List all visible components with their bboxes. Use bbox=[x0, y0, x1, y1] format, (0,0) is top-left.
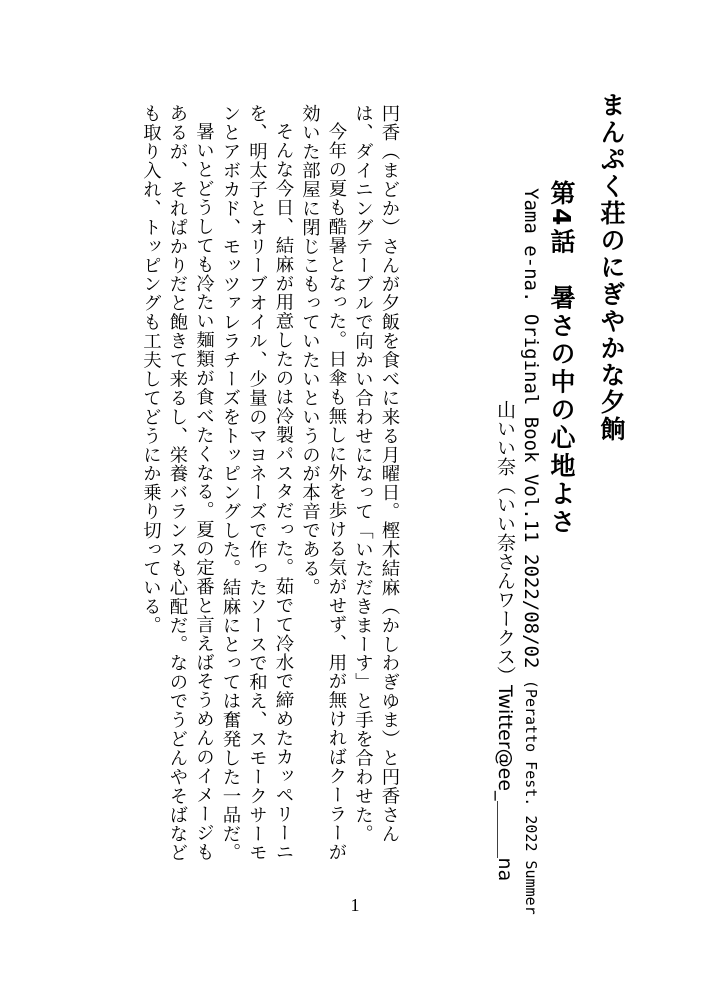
page-number: 1 bbox=[350, 895, 360, 915]
event-name: (Peratto Fest. 2022 Summer bbox=[522, 679, 540, 915]
series-title: まんぷく荘のにぎやかな夕餉 bbox=[597, 92, 626, 443]
author-credit: 山いい奈（いい奈さんワークス）Twitter@ee_＿＿＿na bbox=[494, 400, 516, 882]
paragraph: 円香（まどか）さんが夕飯を食べに来る月曜日。樫木結麻（かしわぎゆま）と円香さんは、ダイニングテーブルで向かい合わせになって「いただきまーす」と手を合わせた。 bbox=[352, 104, 400, 844]
book-edition: Yama e-na. Original Book Vol.11 2022/08/02 bbox=[520, 188, 542, 669]
paragraph: 暑いとどうしても冷たい麺類が食べたくなる。夏の定番と言えばそうめんのイメージもあるが、それぱかりだと飽きて来るし、栄養バランスも心配だ。なのでうどんやそばなども取り入れ、トッピングも工夫してどうにか乗り切っている。 bbox=[140, 104, 215, 862]
paragraph: 今年の夏も酷暑となった。日傘も無しに外を歩ける気がせず、用が無ければクーラーが効いた部屋に閉じこもっていたいというのが本音である。 bbox=[299, 104, 347, 862]
chapter-title: 第4話 暑さの中の心地よさ bbox=[547, 180, 576, 537]
paragraph: そんな今日、結麻が用意したのは冷製パスタだった。茹でて冷水で締めたカッペリーニを、明太子とオリーブオイル、少量のマヨネーズで作ったソースで和え、スモークサーモンとアボカド、モッツァレラチーズをトッピングした。結麻にとっては奮発した一品だ。 bbox=[220, 104, 294, 862]
story-body bbox=[137, 104, 402, 864]
book-info bbox=[521, 188, 540, 915]
